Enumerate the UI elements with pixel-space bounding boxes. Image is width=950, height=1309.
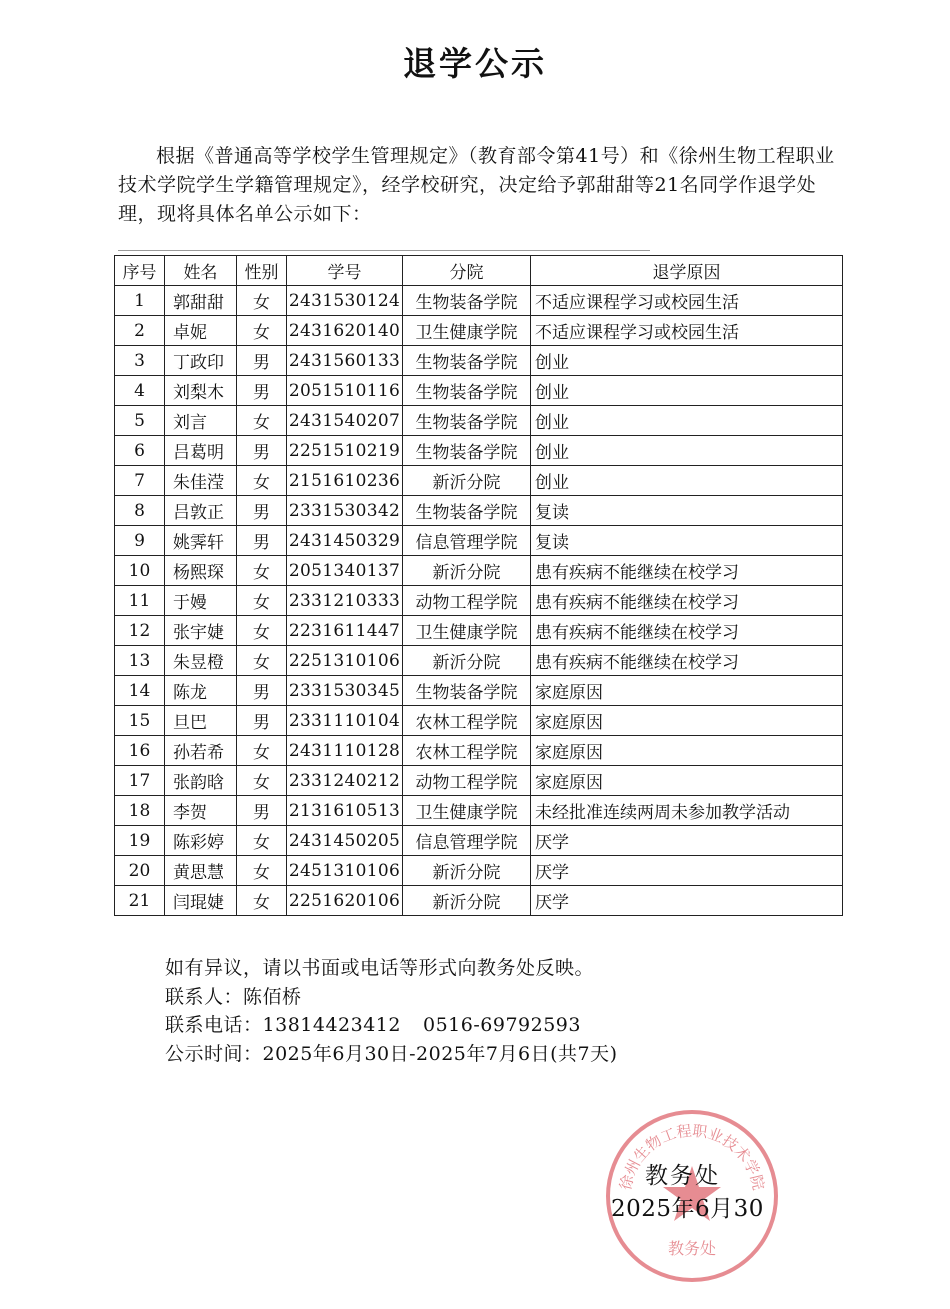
cell-college: 动物工程学院 <box>403 586 531 616</box>
cell-gender: 女 <box>237 826 287 856</box>
cell-name: 张韵晗 <box>165 766 237 796</box>
cell-college: 新沂分院 <box>403 856 531 886</box>
cell-gender: 男 <box>237 796 287 826</box>
header-college: 分院 <box>403 256 531 286</box>
table-row <box>115 826 843 856</box>
cell-student-id: 2431560133 <box>287 346 403 376</box>
cell-college: 农林工程学院 <box>403 706 531 736</box>
table-row <box>115 586 843 616</box>
table-row <box>115 316 843 346</box>
cell-name: 于嫚 <box>165 586 237 616</box>
seal-ring-text: 徐州生物工程职业技术学院 <box>616 1121 768 1192</box>
header-gender: 性别 <box>237 256 287 286</box>
cell-student-id: 2251620106 <box>287 886 403 916</box>
table-row <box>115 286 843 316</box>
table-row <box>115 436 843 466</box>
phone-office: 0516-69792593 <box>423 1014 581 1036</box>
cell-reason: 患有疾病不能继续在校学习 <box>531 616 843 646</box>
table-row <box>115 706 843 736</box>
table-row <box>115 646 843 676</box>
cell-college: 生物装备学院 <box>403 286 531 316</box>
table-row <box>115 556 843 586</box>
cell-reason: 创业 <box>531 466 843 496</box>
cell-gender: 女 <box>237 646 287 676</box>
cell-no: 20 <box>115 856 165 886</box>
cell-reason: 厌学 <box>531 886 843 916</box>
table-row <box>115 676 843 706</box>
header-reason: 退学原因 <box>531 256 843 286</box>
cell-gender: 女 <box>237 586 287 616</box>
cell-gender: 女 <box>237 406 287 436</box>
cell-student-id: 2251510219 <box>287 436 403 466</box>
table-row <box>115 796 843 826</box>
cell-no: 2 <box>115 316 165 346</box>
table-top-line <box>118 250 650 251</box>
cell-name: 杨熙琛 <box>165 556 237 586</box>
objection-note: 如有异议，请以书面或电话等形式向教务处反映。 <box>165 957 595 979</box>
cell-college: 卫生健康学院 <box>403 616 531 646</box>
page-title: 退学公示 <box>403 44 547 83</box>
cell-college: 生物装备学院 <box>403 376 531 406</box>
cell-reason: 不适应课程学习或校园生活 <box>531 286 843 316</box>
cell-student-id: 2251310106 <box>287 646 403 676</box>
cell-gender: 女 <box>237 856 287 886</box>
cell-college: 新沂分院 <box>403 646 531 676</box>
cell-name: 张宇婕 <box>165 616 237 646</box>
cell-name: 吕葛明 <box>165 436 237 466</box>
phone-mobile: 13814423412 <box>262 1014 401 1036</box>
table-row <box>115 766 843 796</box>
cell-reason: 患有疾病不能继续在校学习 <box>531 586 843 616</box>
cell-reason: 厌学 <box>531 826 843 856</box>
cell-college: 卫生健康学院 <box>403 796 531 826</box>
cell-no: 19 <box>115 826 165 856</box>
cell-name: 郭甜甜 <box>165 286 237 316</box>
cell-reason: 创业 <box>531 436 843 466</box>
cell-no: 3 <box>115 346 165 376</box>
cell-reason: 创业 <box>531 346 843 376</box>
cell-gender: 男 <box>237 496 287 526</box>
cell-gender: 女 <box>237 466 287 496</box>
cell-student-id: 2331240212 <box>287 766 403 796</box>
cell-name: 黄思慧 <box>165 856 237 886</box>
header-student-id: 学号 <box>287 256 403 286</box>
cell-reason: 不适应课程学习或校园生活 <box>531 316 843 346</box>
table-row <box>115 736 843 766</box>
header-name: 姓名 <box>165 256 237 286</box>
cell-student-id: 2331530342 <box>287 496 403 526</box>
cell-no: 8 <box>115 496 165 526</box>
cell-no: 13 <box>115 646 165 676</box>
cell-college: 动物工程学院 <box>403 766 531 796</box>
cell-college: 信息管理学院 <box>403 526 531 556</box>
cell-reason: 家庭原因 <box>531 706 843 736</box>
cell-gender: 男 <box>237 526 287 556</box>
table-row <box>115 616 843 646</box>
notes-block <box>165 954 617 1068</box>
cell-no: 16 <box>115 736 165 766</box>
cell-name: 卓妮 <box>165 316 237 346</box>
cell-name: 旦巴 <box>165 706 237 736</box>
header-no: 序号 <box>115 256 165 286</box>
cell-student-id: 2451310106 <box>287 856 403 886</box>
cell-college: 卫生健康学院 <box>403 316 531 346</box>
cell-no: 12 <box>115 616 165 646</box>
cell-college: 信息管理学院 <box>403 826 531 856</box>
cell-gender: 女 <box>237 736 287 766</box>
cell-student-id: 2151610236 <box>287 466 403 496</box>
cell-no: 7 <box>115 466 165 496</box>
intro-paragraph: 根据《普通高等学校学生管理规定》（教育部令第41号）和《徐州生物工程职业技术学院学生学籍管理规定》，经学校研究，决定给予郭甜甜等21名同学作退学处理，现将具体名单公示如下： <box>118 145 835 225</box>
cell-reason: 创业 <box>531 406 843 436</box>
table-row <box>115 886 843 916</box>
cell-student-id: 2431620140 <box>287 316 403 346</box>
table-row <box>115 466 843 496</box>
cell-student-id: 2431110128 <box>287 736 403 766</box>
cell-name: 孙若希 <box>165 736 237 766</box>
cell-no: 11 <box>115 586 165 616</box>
cell-gender: 女 <box>237 556 287 586</box>
cell-name: 吕敦正 <box>165 496 237 526</box>
dropout-table <box>114 255 843 916</box>
cell-gender: 男 <box>237 376 287 406</box>
cell-no: 1 <box>115 286 165 316</box>
cell-student-id: 2431530124 <box>287 286 403 316</box>
cell-gender: 男 <box>237 346 287 376</box>
cell-name: 陈龙 <box>165 676 237 706</box>
phone-label: 联系电话： <box>165 1014 263 1036</box>
cell-gender: 女 <box>237 616 287 646</box>
cell-reason: 家庭原因 <box>531 736 843 766</box>
cell-name: 姚霁轩 <box>165 526 237 556</box>
cell-college: 新沂分院 <box>403 556 531 586</box>
cell-student-id: 2051340137 <box>287 556 403 586</box>
cell-no: 9 <box>115 526 165 556</box>
cell-student-id: 2431450329 <box>287 526 403 556</box>
signature-office: 教务处 <box>645 1163 720 1189</box>
cell-gender: 男 <box>237 706 287 736</box>
table-row <box>115 526 843 556</box>
contact-person: 联系人：陈佰桥 <box>165 985 302 1008</box>
cell-student-id: 2231611447 <box>287 616 403 646</box>
cell-gender: 男 <box>237 436 287 466</box>
table-row <box>115 496 843 526</box>
table-row <box>115 346 843 376</box>
cell-student-id: 2331530345 <box>287 676 403 706</box>
cell-no: 17 <box>115 766 165 796</box>
cell-no: 21 <box>115 886 165 916</box>
cell-name: 刘梨木 <box>165 376 237 406</box>
cell-student-id: 2051510116 <box>287 376 403 406</box>
cell-reason: 厌学 <box>531 856 843 886</box>
cell-name: 朱佳滢 <box>165 466 237 496</box>
cell-gender: 男 <box>237 676 287 706</box>
seal-center-text: 教务处 <box>667 1239 717 1258</box>
cell-college: 生物装备学院 <box>403 496 531 526</box>
table-row <box>115 376 843 406</box>
cell-name: 李贺 <box>165 796 237 826</box>
cell-gender: 女 <box>237 766 287 796</box>
cell-college: 生物装备学院 <box>403 346 531 376</box>
cell-college: 生物装备学院 <box>403 436 531 466</box>
cell-no: 4 <box>115 376 165 406</box>
signature-date: 2025年6月30 <box>611 1196 764 1222</box>
cell-gender: 女 <box>237 316 287 346</box>
cell-student-id: 2431450205 <box>287 826 403 856</box>
table-row <box>115 856 843 886</box>
cell-reason: 复读 <box>531 496 843 526</box>
cell-no: 6 <box>115 436 165 466</box>
cell-student-id: 2331110104 <box>287 706 403 736</box>
cell-no: 10 <box>115 556 165 586</box>
cell-name: 朱昱橙 <box>165 646 237 676</box>
cell-no: 14 <box>115 676 165 706</box>
cell-reason: 患有疾病不能继续在校学习 <box>531 646 843 676</box>
cell-name: 陈彩婷 <box>165 826 237 856</box>
cell-student-id: 2131610513 <box>287 796 403 826</box>
table-header-row <box>115 256 843 286</box>
cell-name: 丁政印 <box>165 346 237 376</box>
cell-student-id: 2331210333 <box>287 586 403 616</box>
cell-no: 18 <box>115 796 165 826</box>
cell-reason: 家庭原因 <box>531 766 843 796</box>
cell-no: 15 <box>115 706 165 736</box>
cell-no: 5 <box>115 406 165 436</box>
cell-college: 生物装备学院 <box>403 406 531 436</box>
cell-name: 闫琨婕 <box>165 886 237 916</box>
cell-reason: 复读 <box>531 526 843 556</box>
cell-reason: 家庭原因 <box>531 676 843 706</box>
cell-name: 刘言 <box>165 406 237 436</box>
publicity-period: 公示时间：2025年6月30日-2025年7月6日(共7天) <box>165 1042 618 1065</box>
cell-reason: 未经批准连续两周未参加教学活动 <box>531 796 843 826</box>
contact-phone <box>165 1011 617 1040</box>
cell-student-id: 2431540207 <box>287 406 403 436</box>
cell-college: 新沂分院 <box>403 466 531 496</box>
cell-gender: 女 <box>237 886 287 916</box>
cell-college: 新沂分院 <box>403 886 531 916</box>
table-row <box>115 406 843 436</box>
cell-reason: 患有疾病不能继续在校学习 <box>531 556 843 586</box>
cell-college: 生物装备学院 <box>403 676 531 706</box>
cell-gender: 女 <box>237 286 287 316</box>
cell-reason: 创业 <box>531 376 843 406</box>
cell-college: 农林工程学院 <box>403 736 531 766</box>
